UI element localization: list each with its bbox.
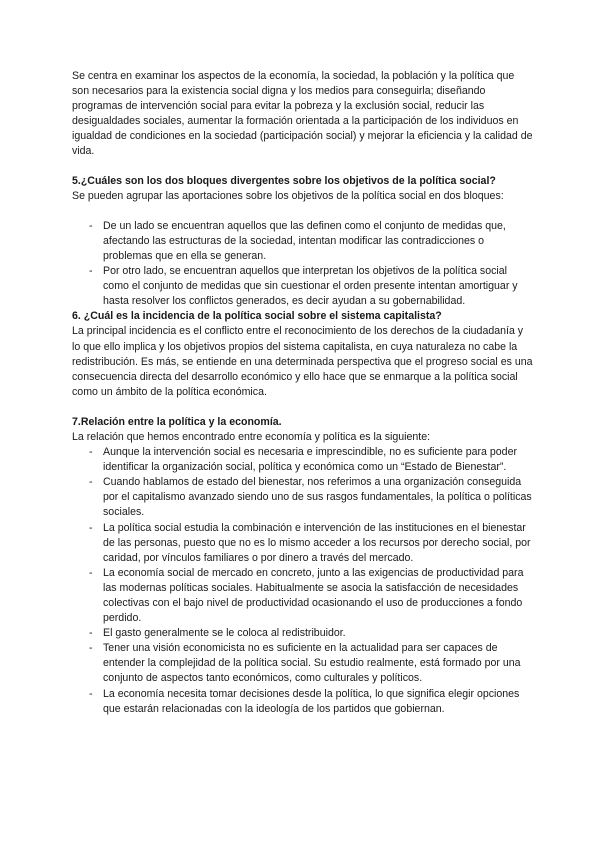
- list-item: - Por otro lado, se encuentran aquellos que interpretan los objetivos de la política social como el conjunto de medidas que sin cuestionar el orden presente intentan amortiguar y hasta resolver los conflictos generados, es decir ayudan a su gobernabilidad.: [72, 264, 534, 309]
- section-6-heading: 6. ¿Cuál es la incidencia de la política social sobre el sistema capitalista?: [72, 310, 442, 323]
- list-item: - El gasto generalmente se le coloca al redistribuidor.: [72, 626, 534, 641]
- section-7: [72, 415, 534, 717]
- section-7-intro: La relación que hemos encontrado entre economía y política es la siguiente:: [72, 430, 431, 443]
- section-6-body: La principal incidencia es el conflicto entre el reconocimiento de los derechos de la ciudadanía y lo que ello implica y los objetivos propios del sistema capitalista, en cuya naturaleza no cabe la redistribución. Es más, se entiende en una determinada perspectiva que el progreso social es una consecuencia directa del desarrollo económico y ello hace que se enmarque a la política social como un ámbito de la política económica.: [72, 325, 533, 398]
- list-item: - La economía social de mercado en concreto, junto a las exigencias de productividad para las modernas políticas sociales. Habitualmente se asocia la satisfacción de necesidades colectivas con el bajo nivel de productividad ocasionando el uso de producciones a fondo perdido.: [72, 566, 534, 626]
- list-item: - La economía necesita tomar decisiones desde la política, lo que significa elegir opciones que estarán relacionadas con la ideología de los partidos que gobiernan.: [72, 687, 534, 717]
- section-5-intro: Se pueden agrupar las aportaciones sobre los objetivos de la política social en dos bloques:: [72, 189, 504, 202]
- section-5: [72, 174, 534, 310]
- document-page: [72, 69, 534, 717]
- list-item: - La política social estudia la combinación e intervención de las instituciones en el bienestar de las personas, puesto que no es lo mismo acceder a los recursos por derecho social, por caridad, por vínculos familiares o por dinero a través del mercado.: [72, 521, 534, 566]
- list-item: - Aunque la intervención social es necesaria e imprescindible, no es suficiente para poder identificar la organización social, política y económica como un “Estado de Bienestar”.: [72, 445, 534, 475]
- list-item: - Tener una visión economicista no es suficiente en la actualidad para ser capaces de entender la complejidad de la política social. Su estudio realmente, está formado por una conjunto de aspectos tanto económicos, como culturales y políticos.: [72, 641, 534, 686]
- list-item: - Cuando hablamos de estado del bienestar, nos referimos a una organización conseguida por el capitalismo avanzado siendo uno de sus rasgos fundamentales, la política o políticas sociales.: [72, 475, 534, 520]
- section-6: [72, 309, 534, 400]
- section-5-heading: 5.¿Cuáles son los dos bloques divergentes sobre los objetivos de la política social?: [72, 174, 496, 187]
- intro-paragraph: Se centra en examinar los aspectos de la economía, la sociedad, la población y la política que son necesarios para la existencia social digna y los medios para conseguirla; diseñando programas de intervención social para evitar la pobreza y la exclusión social, reducir las desigualdades sociales, aumentar la formación orientada a la participación de los individuos en igualdad de condiciones en la sociedad (participación social) y mejorar la eficiencia y la calidad de vida.: [72, 70, 533, 158]
- list-item: - De un lado se encuentran aquellos que las definen como el conjunto de medidas que, afectando las estructuras de la sociedad, intentan modificar las contradicciones o problemas que en ella se generan.: [72, 219, 534, 264]
- section-5-list: [72, 219, 534, 310]
- section-7-heading: 7.Relación entre la política y la economía.: [72, 415, 282, 428]
- section-7-list: [72, 445, 534, 717]
